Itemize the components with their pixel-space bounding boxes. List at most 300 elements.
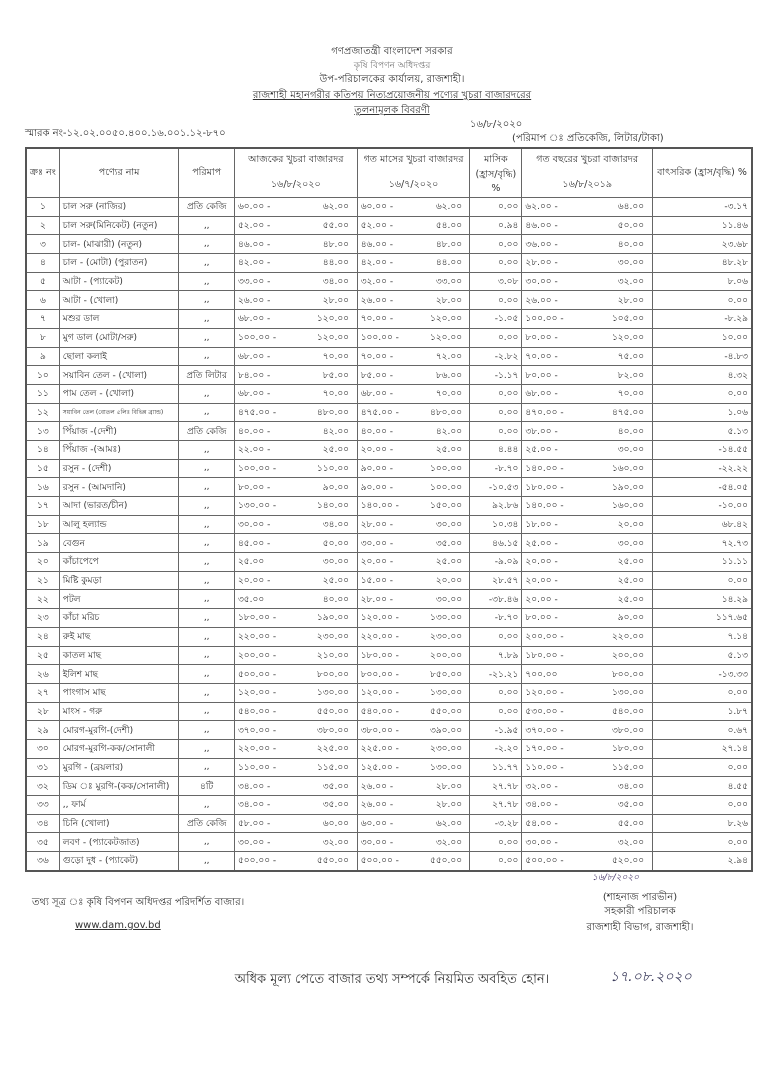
last-month-low: ১৪০.০০ - <box>360 501 399 512</box>
table-row <box>26 777 752 796</box>
last-month-high: ২৮.০০ <box>435 781 463 792</box>
today-low: ৪৭৫.০০ - <box>237 407 277 418</box>
today-high: ২২৫.০০ <box>316 744 350 755</box>
serial: ১৭ <box>37 501 49 512</box>
office-name: উপ-পরিচালকের কার্যালয়, রাজশাহী। <box>319 74 465 85</box>
name: লবণ - (প্যাকেটজাত) <box>62 837 140 848</box>
today-high: ১২০.০০ <box>316 333 350 344</box>
cell-serial <box>26 758 59 777</box>
cell-monthly-change <box>470 403 522 422</box>
cell-monthly-change <box>470 534 522 553</box>
cell-yearly-change <box>653 384 752 403</box>
last-year-low: ৩০.০০ - <box>525 277 558 288</box>
cell-serial <box>26 235 59 254</box>
cell-monthly-change <box>470 796 522 815</box>
cell-last-year <box>522 235 653 254</box>
cell-last-month <box>357 366 470 385</box>
cell-today <box>234 366 357 385</box>
last-year-low: ২০.০০ - <box>525 576 558 587</box>
cell-yearly-change <box>653 627 752 646</box>
monthly-change: ২৭.৭৮ <box>492 800 519 811</box>
serial: ১১ <box>37 389 49 400</box>
cell-monthly-change <box>470 814 522 833</box>
serial: ৩২ <box>37 781 49 792</box>
today-high: ৬০.০০ <box>322 819 350 830</box>
today-high: ১১৫.০০ <box>316 762 350 773</box>
cell-serial <box>26 796 59 815</box>
cell-today <box>234 328 357 347</box>
last-year-low: ৬২.০০ - <box>525 202 558 213</box>
last-month-high: ৭০.০০ <box>435 389 463 400</box>
today-low: ৩০.০০ - <box>237 520 271 531</box>
cell-monthly-change <box>470 515 522 534</box>
last-year-low: ১৮০.০০ - <box>525 482 564 493</box>
cell-serial <box>26 440 59 459</box>
serial: ৮ <box>39 333 46 344</box>
cell-last-month <box>357 403 470 422</box>
last-year-low: ৩২.০০ - <box>525 781 558 792</box>
document-title: রাজশাহী মহানগরীর কতিপয় নিত্যপ্রয়োজনীয় পণ্যের খুচরা বাজারদরের <box>252 90 532 101</box>
today-low: ২২০.০০ - <box>237 744 277 755</box>
cell-yearly-change <box>653 833 752 852</box>
cell-yearly-change <box>653 272 752 291</box>
last-month-low: ৪৭৫.০০ - <box>360 407 399 418</box>
table-row <box>26 702 752 721</box>
last-month-low: ২৬.০০ - <box>360 295 394 306</box>
last-month-high: ২০.০০ <box>435 576 463 587</box>
table-row <box>26 403 752 422</box>
name: সয়াবিন তেল (বোতল ৫লিঃ বিভিন্ন ব্র্যান্ড) <box>62 408 164 416</box>
cell-serial <box>26 422 59 441</box>
last-year-low: ১৮.০০ - <box>525 520 558 531</box>
yearly-change: ২৩.৬৮ <box>721 239 748 250</box>
cell-serial <box>26 272 59 291</box>
cell-unit <box>179 739 235 758</box>
today-high: ৩৫.০০ <box>322 781 350 792</box>
cell-today <box>234 609 357 628</box>
today-high: ২৫.০০ <box>322 576 350 587</box>
cell-name <box>59 440 179 459</box>
monthly-change: ৪.৪৪ <box>497 445 519 456</box>
serial: ২০ <box>37 557 49 568</box>
cell-yearly-change <box>653 609 752 628</box>
yearly-change: ১১৭.৬৫ <box>715 613 748 624</box>
cell-serial <box>26 347 59 366</box>
today-low: ১০০.০০ - <box>237 333 277 344</box>
cell-monthly-change <box>470 702 522 721</box>
monthly-change: ১০.৩৪ <box>492 520 519 531</box>
govt-name: গণপ্রজাতন্ত্রী বাংলাদেশ সরকার <box>331 46 453 57</box>
cell-yearly-change <box>653 590 752 609</box>
cell-name <box>59 347 179 366</box>
cell-last-year <box>522 553 653 572</box>
table-row <box>26 497 752 516</box>
last-year-low: ৪৬.০০ - <box>525 221 558 232</box>
yearly-change: ৪.৩২ <box>727 370 748 381</box>
cell-last-month <box>357 198 470 217</box>
cell-name <box>59 852 179 871</box>
serial: ১ <box>39 202 46 213</box>
cell-monthly-change <box>470 366 522 385</box>
serial: ৯ <box>39 351 46 362</box>
cell-last-year <box>522 534 653 553</box>
today-high: ২৩০.০০ <box>316 632 350 643</box>
cell-last-year <box>522 440 653 459</box>
cell-yearly-change <box>653 478 752 497</box>
serial: ২১ <box>37 576 49 587</box>
cell-last-month <box>357 534 470 553</box>
last-year-low: ৫০০.০০ - <box>525 856 564 867</box>
cell-monthly-change <box>470 590 522 609</box>
last-year-low: ৩৭০.০০ - <box>525 725 564 736</box>
last-month-high: ১২০.০০ <box>429 333 463 344</box>
cell-today <box>234 534 357 553</box>
unit: ,, <box>203 332 210 343</box>
serial: ২৪ <box>37 632 49 643</box>
table-row <box>26 478 752 497</box>
cell-unit <box>179 796 235 815</box>
cell-last-year <box>522 459 653 478</box>
last-month-high: ৩০.০০ <box>435 520 463 531</box>
monthly-change: ০.০০ <box>497 706 519 717</box>
cell-today <box>234 216 357 235</box>
cell-unit <box>179 497 235 516</box>
yearly-change: -৩.১৭ <box>724 202 748 213</box>
name: মুরগি - (ব্রয়লার) <box>62 762 124 773</box>
cell-name <box>59 796 179 815</box>
today-low: ৩৪.০০ - <box>237 781 271 792</box>
monthly-change: ০.৯৪ <box>497 221 519 232</box>
monthly-change: ০.০০ <box>497 632 519 643</box>
cell-today <box>234 403 357 422</box>
monthly-change: ৯২.৮৬ <box>492 501 519 512</box>
unit: ,, <box>203 631 210 642</box>
website-link[interactable]: www.dam.gov.bd <box>75 920 161 931</box>
cell-serial <box>26 702 59 721</box>
last-month-high: ৮৬.০০ <box>435 370 463 381</box>
last-month-high: ৪৮.০০ <box>435 239 463 250</box>
cell-unit <box>179 534 235 553</box>
cell-last-year <box>522 590 653 609</box>
last-month-low: ৮০০.০০ - <box>360 669 399 680</box>
today-high: ৪০.০০ <box>322 594 350 605</box>
table-row <box>26 272 752 291</box>
cell-last-month <box>357 571 470 590</box>
cell-name <box>59 272 179 291</box>
table-row <box>26 721 752 740</box>
table-row <box>26 627 752 646</box>
cell-yearly-change <box>653 758 752 777</box>
cell-monthly-change <box>470 683 522 702</box>
unit: ,, <box>203 612 210 623</box>
cell-yearly-change <box>653 422 752 441</box>
cell-monthly-change <box>470 272 522 291</box>
last-year-low: ৮০.০০ - <box>525 333 558 344</box>
col-last-year <box>522 148 653 198</box>
table-header <box>26 148 752 198</box>
last-month-high: ২৮.০০ <box>435 800 463 811</box>
cell-last-year <box>522 422 653 441</box>
cell-yearly-change <box>653 235 752 254</box>
cell-last-year <box>522 328 653 347</box>
table-row <box>26 665 752 684</box>
monthly-change: ০.০০ <box>497 407 519 418</box>
today-low: ৬০.০০ - <box>237 202 271 213</box>
unit: ,, <box>203 556 210 567</box>
serial: ১৫ <box>37 463 49 474</box>
serial: ১০ <box>37 370 49 381</box>
name: আলু হল্যান্ড <box>62 520 107 531</box>
cell-yearly-change <box>653 571 752 590</box>
cell-unit <box>179 328 235 347</box>
cell-serial <box>26 739 59 758</box>
last-year-high: ২৫.০০ <box>617 594 645 605</box>
serial: ৪ <box>39 258 46 269</box>
yearly-change: ৬৮.৪২ <box>721 520 748 531</box>
serial: ১৯ <box>37 538 49 549</box>
last-month-low: ২০.০০ - <box>360 557 394 568</box>
cell-serial <box>26 216 59 235</box>
cell-today <box>234 497 357 516</box>
today-low: ২০০.০০ - <box>237 650 277 661</box>
document-subtitle: তুলনামূলক বিবরণী <box>354 105 430 116</box>
today-low: ২৫.০০ <box>237 557 265 568</box>
unit: ,, <box>203 313 210 324</box>
last-month-low: ১২০.০০ - <box>360 688 399 699</box>
monthly-change: -৮.৭০ <box>494 463 519 474</box>
last-month-low: ১৫.০০ - <box>360 576 394 587</box>
cell-last-year <box>522 609 653 628</box>
last-year-high: ৮০০.০০ <box>611 669 645 680</box>
monthly-change: -১০.৫৩ <box>488 482 519 493</box>
monthly-change: -২.২০ <box>494 744 519 755</box>
cell-name <box>59 422 179 441</box>
cell-yearly-change <box>653 497 752 516</box>
cell-monthly-change <box>470 758 522 777</box>
cell-serial <box>26 665 59 684</box>
cell-last-month <box>357 609 470 628</box>
cell-today <box>234 852 357 871</box>
unit: ,, <box>203 220 210 231</box>
cell-yearly-change <box>653 553 752 572</box>
last-year-high: ৫২০.০০ <box>611 856 645 867</box>
table-row <box>26 347 752 366</box>
unit: ,, <box>203 388 210 399</box>
cell-monthly-change <box>470 571 522 590</box>
today-low: ৮০.০০ - <box>237 482 271 493</box>
cell-name <box>59 515 179 534</box>
name: পিঁয়াজ -(দেশী) <box>62 426 117 437</box>
cell-serial <box>26 478 59 497</box>
cell-yearly-change <box>653 814 752 833</box>
cell-last-year <box>522 702 653 721</box>
cell-unit <box>179 777 235 796</box>
cell-name <box>59 366 179 385</box>
monthly-change: ২৮.৫৭ <box>492 576 519 587</box>
last-month-high: ৭২.০০ <box>435 351 463 362</box>
today-low: ৪০.০০ - <box>237 426 271 437</box>
yearly-change: -২২.২২ <box>718 463 748 474</box>
last-year-high: ১৯০.০০ <box>611 482 645 493</box>
unit: ,, <box>203 669 210 680</box>
cell-unit <box>179 553 235 572</box>
serial: ৩০ <box>37 744 49 755</box>
cell-monthly-change <box>470 497 522 516</box>
cell-name <box>59 590 179 609</box>
cell-name <box>59 702 179 721</box>
cell-yearly-change <box>653 702 752 721</box>
last-month-low: ৫২.০০ - <box>360 221 394 232</box>
last-month-high: ১৫০.০০ <box>429 501 463 512</box>
serial: ২৭ <box>37 688 49 699</box>
last-year-low: ২০.০০ - <box>525 557 558 568</box>
cell-yearly-change <box>653 440 752 459</box>
today-low: ৬৮.০০ - <box>237 314 271 325</box>
cell-last-month <box>357 852 470 871</box>
cell-last-year <box>522 272 653 291</box>
table-row <box>26 646 752 665</box>
cell-last-year <box>522 739 653 758</box>
cell-today <box>234 833 357 852</box>
last-year-high: ৪৭৫.০০ <box>611 407 645 418</box>
last-year-low: ২০.০০ - <box>525 594 558 605</box>
cell-serial <box>26 553 59 572</box>
serial: ১৬ <box>37 482 49 493</box>
cell-yearly-change <box>653 665 752 684</box>
today-low: ৫২.০০ - <box>237 221 271 232</box>
cell-monthly-change <box>470 384 522 403</box>
unit: ,, <box>203 500 210 511</box>
data-source: তথ্য সূত্র ঃ কৃষি বিপণন অধিদপ্তর পরিদর্শিত বাজার। <box>32 897 245 908</box>
today-high: ৪৪.০০ <box>322 258 350 269</box>
cell-name <box>59 814 179 833</box>
cell-unit <box>179 590 235 609</box>
last-year-high: ২৫.০০ <box>617 576 645 587</box>
monthly-change: -২.৮২ <box>494 351 519 362</box>
cell-unit <box>179 571 235 590</box>
cell-serial <box>26 254 59 273</box>
cell-last-month <box>357 553 470 572</box>
last-year-low: ৩০.০০ - <box>525 837 558 848</box>
cell-monthly-change <box>470 777 522 796</box>
last-year-high: ৩২.০০ <box>617 277 645 288</box>
yearly-change: ৭.১৪ <box>727 632 748 643</box>
cell-unit <box>179 347 235 366</box>
unit: ,, <box>203 407 210 418</box>
signer-office: রাজশাহী বিভাগ, রাজশাহী। <box>586 922 694 933</box>
last-year-high: ১৬০.০০ <box>611 463 645 474</box>
cell-last-month <box>357 459 470 478</box>
yearly-change: ০.০০ <box>727 837 748 848</box>
unit: ,, <box>203 855 210 866</box>
last-year-high: ৫০.০০ <box>617 221 645 232</box>
cell-last-year <box>522 721 653 740</box>
last-year-low: ২৮.০০ - <box>525 258 558 269</box>
last-year-low: ৭০.০০ - <box>525 351 558 362</box>
table-row <box>26 216 752 235</box>
cell-today <box>234 384 357 403</box>
cell-monthly-change <box>470 852 522 871</box>
cell-name <box>59 833 179 852</box>
today-high: ২৮.০০ <box>322 295 350 306</box>
cell-last-month <box>357 384 470 403</box>
name: পাংগাস মাছ <box>62 688 106 699</box>
serial: ১২ <box>37 407 49 418</box>
monthly-change: ০.০০ <box>497 426 519 437</box>
table-row <box>26 814 752 833</box>
cell-last-year <box>522 403 653 422</box>
today-low: ৫৪০.০০ - <box>237 706 277 717</box>
cell-last-month <box>357 497 470 516</box>
today-high: ৫৫.০০ <box>322 221 350 232</box>
monthly-change: ০.০০ <box>497 239 519 250</box>
cell-last-month <box>357 777 470 796</box>
last-year-high: ১৮০.০০ <box>611 744 645 755</box>
name: আটা - (প্যাকেট) <box>62 277 123 288</box>
yearly-change: ০.০০ <box>727 389 748 400</box>
monthly-change: ১১.৭৭ <box>492 762 519 773</box>
cell-name <box>59 310 179 329</box>
cell-name <box>59 497 179 516</box>
cell-last-month <box>357 702 470 721</box>
today-high: ৩৮০.০০ <box>316 725 350 736</box>
today-low: ৪৫.০০ - <box>237 538 271 549</box>
cell-monthly-change <box>470 440 522 459</box>
serial: ৫ <box>39 277 46 288</box>
col-last-month <box>357 148 470 198</box>
cell-yearly-change <box>653 198 752 217</box>
today-high: ৫৫০.০০ <box>316 706 350 717</box>
last-month-high: ৪২.০০ <box>435 426 463 437</box>
monthly-change: ০.০০ <box>497 295 519 306</box>
table-row <box>26 291 752 310</box>
cell-yearly-change <box>653 328 752 347</box>
last-year-low: ১৪০.০০ - <box>525 501 564 512</box>
cell-today <box>234 796 357 815</box>
last-month-high: ৩৯০.০০ <box>429 725 463 736</box>
last-month-high: ১৩০.০০ <box>429 688 463 699</box>
serial: ৩৩ <box>37 800 49 811</box>
last-month-high: ৪৪.০০ <box>435 258 463 269</box>
last-month-high: ৪৮০.০০ <box>429 407 463 418</box>
cell-last-year <box>522 347 653 366</box>
today-low: ৩৪.০০ - <box>237 800 271 811</box>
last-month-high: ৬২.০০ <box>435 202 463 213</box>
cell-yearly-change <box>653 515 752 534</box>
name: ছোলা কলাই <box>62 351 107 362</box>
cell-last-month <box>357 833 470 852</box>
name: চাল সরু (নাজির) <box>62 202 127 213</box>
last-month-low: ৭০.০০ - <box>360 314 394 325</box>
last-year-high: ৩০.০০ <box>617 538 645 549</box>
today-low: ৫০০.০০ - <box>237 669 277 680</box>
today-high: ৫০.০০ <box>322 538 350 549</box>
cell-yearly-change <box>653 796 752 815</box>
yearly-change: -৪.৮৩ <box>724 351 748 362</box>
cell-monthly-change <box>470 459 522 478</box>
today-low: ২২.০০ - <box>237 445 271 456</box>
last-year-low: ১২০.০০ - <box>525 688 564 699</box>
cell-last-month <box>357 422 470 441</box>
cell-yearly-change <box>653 739 752 758</box>
last-month-low: ২২০.০০ - <box>360 632 399 643</box>
monthly-change: -৩.২৮ <box>494 819 519 830</box>
cell-last-year <box>522 310 653 329</box>
last-month-high: ২৮.০০ <box>435 295 463 306</box>
name: আদা (ভারত/চীন) <box>62 501 128 512</box>
last-month-low: ৯০.০০ - <box>360 463 394 474</box>
cell-unit <box>179 646 235 665</box>
